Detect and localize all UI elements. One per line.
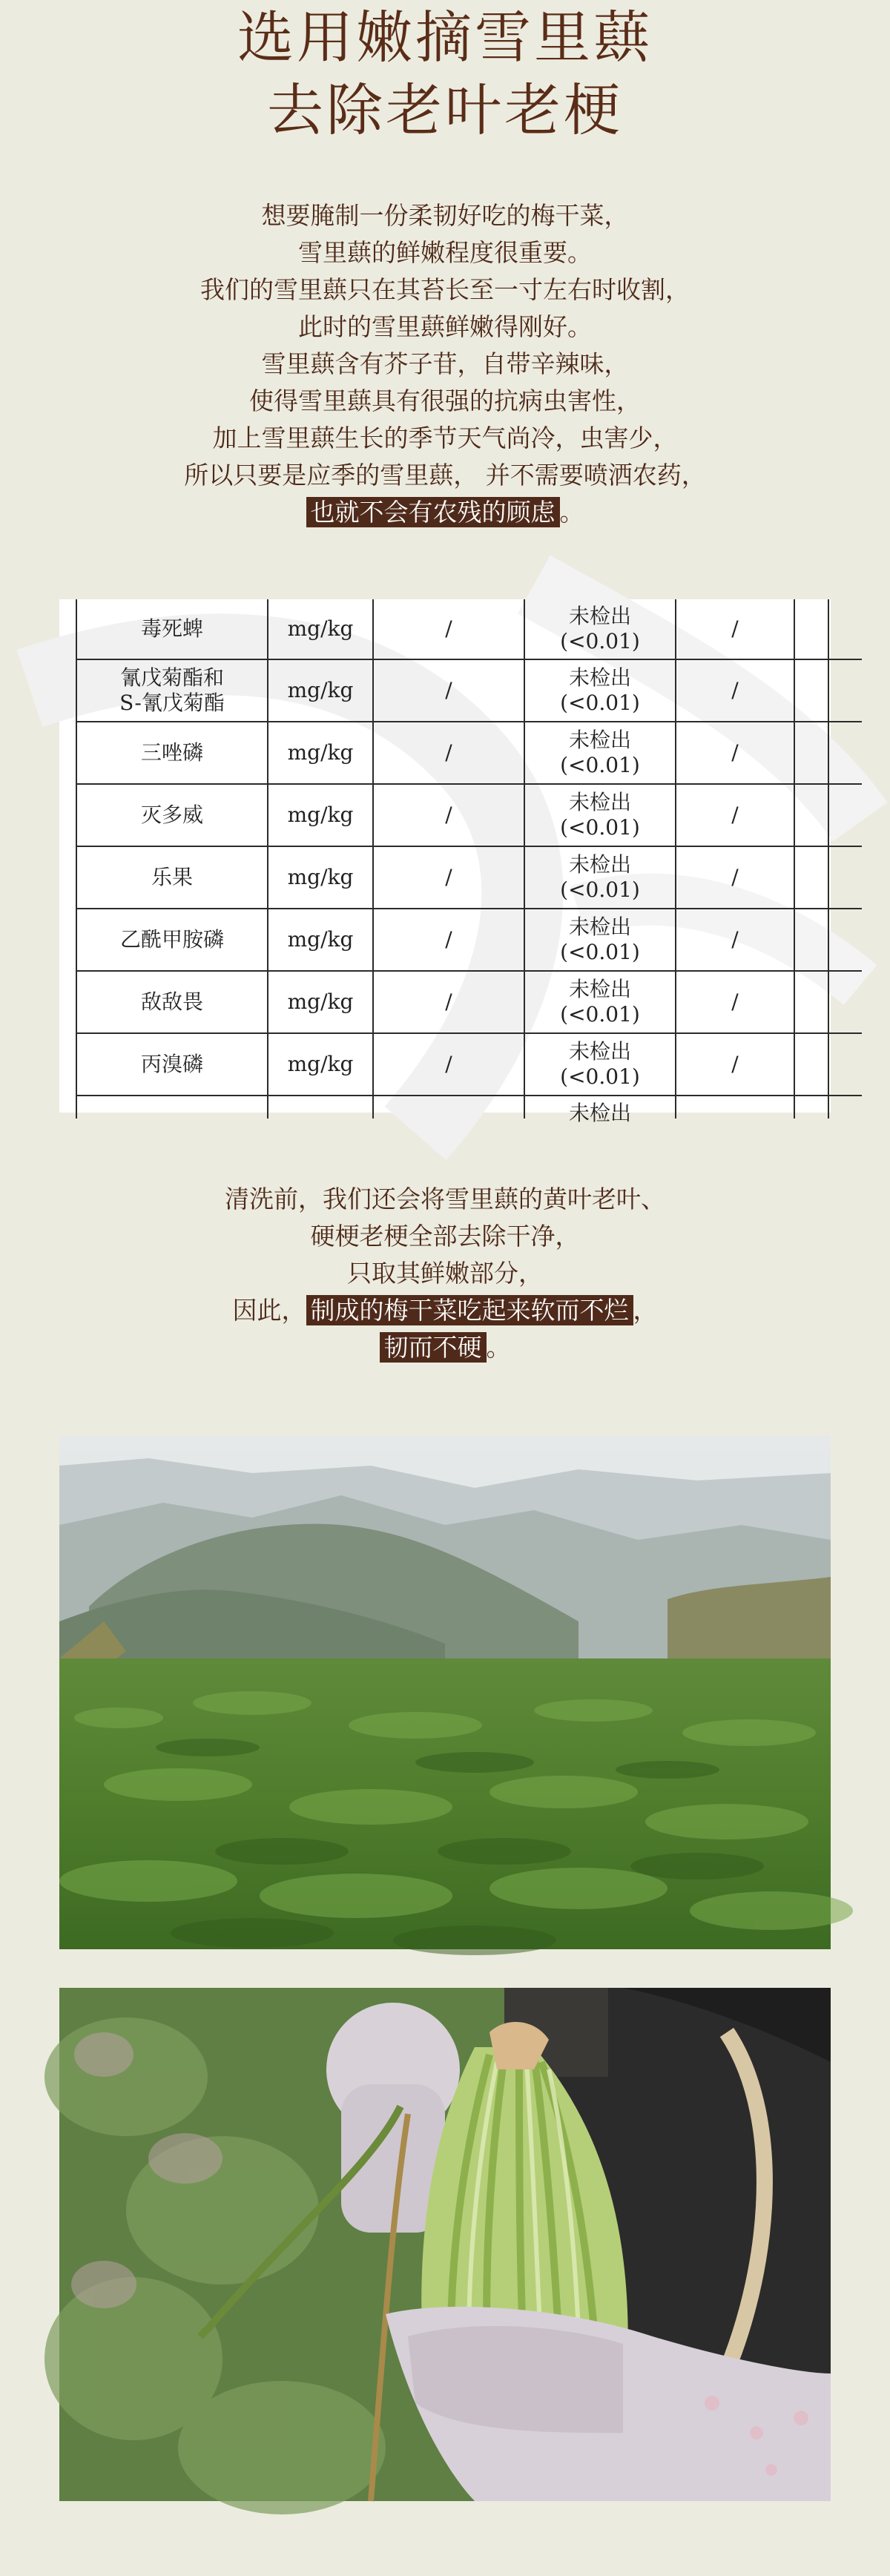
intro-line: 所以只要是应季的雪里蕻， 并不需要喷洒农药， [184, 461, 706, 490]
result-limit: (<0.01) [560, 940, 640, 964]
intro-paragraph [0, 197, 890, 531]
table-row [76, 660, 862, 722]
result-limit: (<0.01) [560, 877, 640, 902]
verdict-cell: / [676, 785, 795, 846]
table-row [76, 599, 862, 660]
analyte-cell: 乐果 [76, 847, 268, 908]
extra-cell [795, 909, 829, 970]
table-row [76, 1034, 862, 1096]
verdict-cell: / [676, 972, 795, 1032]
analyte-cell [76, 1096, 268, 1119]
result-limit: (<0.01) [560, 691, 640, 715]
result-cell [525, 599, 676, 659]
intro-highlight-tail: 。 [559, 498, 584, 527]
washing-tail-1: ， [633, 1296, 658, 1325]
analyte-cell: 三唑磷 [76, 722, 268, 783]
analyte-cell [76, 660, 268, 721]
extra-cell [795, 599, 829, 659]
intro-line: 想要腌制一份柔韧好吃的梅干菜， [261, 201, 629, 230]
result-limit: (<0.01) [560, 753, 640, 777]
intro-highlight: 也就不会有农残的顾虑 [306, 497, 560, 527]
result-cell [525, 1034, 676, 1095]
standard-cell: / [374, 785, 525, 846]
washing-paragraph [0, 1181, 890, 1366]
result-text: 未检出 [568, 977, 631, 1001]
mustard-field-image [59, 1436, 831, 1949]
intro-line: 此时的雪里蕻鲜嫩得刚好。 [298, 312, 592, 341]
pesticide-test-table [59, 599, 831, 1125]
result-limit: (<0.01) [560, 815, 640, 840]
intro-line: 雪里蕻含有芥子苷，自带辛辣味， [261, 349, 629, 378]
title-line-2: 去除老叶老梗 [267, 77, 623, 143]
analyte-cell: 毒死蜱 [76, 599, 268, 659]
table-row [76, 909, 862, 972]
analyte-cell: 灭多威 [76, 785, 268, 846]
extra-cell [795, 785, 829, 846]
result-text: 未检出 [568, 604, 631, 628]
extra-cell [795, 1096, 829, 1119]
washing-line: 只取其鲜嫩部分， [347, 1259, 543, 1288]
analyte-cell: 敌敌畏 [76, 972, 268, 1032]
analyte-name: 氰戊菊酯和 [119, 665, 224, 690]
unit-cell: mg/kg [268, 972, 374, 1032]
extra-cell [795, 660, 829, 721]
result-text: 未检出 [568, 852, 631, 877]
table-row [76, 972, 862, 1034]
result-cell [525, 972, 676, 1032]
table-row [76, 847, 862, 909]
analyte-cell: 丙溴磷 [76, 1034, 268, 1095]
standard-cell: / [374, 1034, 525, 1095]
verdict-cell: / [676, 847, 795, 908]
extra-cell [795, 1034, 829, 1095]
verdict-cell: / [676, 722, 795, 783]
result-cell: 未检出 [525, 1096, 676, 1119]
unit-cell: mg/kg [268, 785, 374, 846]
analyte-cell: 乙酰甲胺磷 [76, 909, 268, 970]
extra-cell [795, 722, 829, 783]
standard-cell: / [374, 847, 525, 908]
result-limit: (<0.01) [560, 629, 640, 653]
unit-cell: mg/kg [268, 847, 374, 908]
table-grid [76, 599, 862, 1125]
result-cell [525, 909, 676, 970]
result-text: 未检出 [568, 790, 631, 814]
unit-cell: mg/kg [268, 599, 374, 659]
result-cell [525, 660, 676, 721]
washing-line-5 [0, 1329, 890, 1366]
verdict-cell: / [676, 1034, 795, 1095]
harvested-greens-image [59, 1988, 831, 2501]
field-photo [59, 1436, 831, 1949]
washing-prefix: 因此， [232, 1296, 306, 1325]
page-title [0, 1, 890, 147]
result-text: 未检出 [568, 915, 631, 939]
unit-cell: mg/kg [268, 660, 374, 721]
verdict-cell: / [676, 660, 795, 721]
intro-highlight-line [0, 494, 890, 531]
intro-line: 加上雪里蕻生长的季节天气尚冷，虫害少， [212, 424, 678, 452]
result-limit: (<0.01) [560, 1064, 640, 1089]
unit-cell: mg/kg [268, 1034, 374, 1095]
harvest-photo [59, 1988, 831, 2501]
standard-cell: / [374, 660, 525, 721]
result-limit: (<0.01) [560, 1002, 640, 1027]
result-cell [525, 722, 676, 783]
washing-highlight-2: 韧而不硬 [380, 1332, 487, 1363]
washing-line-4 [0, 1292, 890, 1329]
verdict-cell: / [676, 909, 795, 970]
result-text: 未检出 [568, 728, 631, 752]
table-row [76, 722, 862, 785]
unit-cell: mg/kg [268, 722, 374, 783]
verdict-cell: / [676, 599, 795, 659]
washing-line: 清洗前，我们还会将雪里蕻的黄叶老叶、 [225, 1185, 665, 1213]
unit-cell [268, 1096, 374, 1119]
standard-cell: / [374, 722, 525, 783]
extra-cell [795, 847, 829, 908]
table-row-partial [76, 1096, 862, 1125]
result-cell [525, 847, 676, 908]
standard-cell: / [374, 909, 525, 970]
extra-cell [795, 972, 829, 1032]
result-text: 未检出 [568, 665, 631, 690]
standard-cell: / [374, 972, 525, 1032]
standard-cell [374, 1096, 525, 1119]
verdict-cell [676, 1096, 795, 1119]
intro-line: 我们的雪里蕻只在其苔长至一寸左右时收割， [200, 275, 690, 304]
result-cell [525, 785, 676, 846]
analyte-name-2: S-氰戊菊酯 [119, 691, 225, 715]
washing-tail-2: 。 [486, 1333, 511, 1362]
title-line-1: 选用嫩摘雪里蕻 [237, 4, 653, 70]
intro-line: 雪里蕻的鲜嫩程度很重要。 [298, 238, 592, 267]
unit-cell: mg/kg [268, 909, 374, 970]
result-text: 未检出 [568, 1039, 631, 1064]
washing-highlight-1: 制成的梅干菜吃起来软而不烂 [306, 1295, 633, 1325]
washing-line: 硬梗老梗全部去除干净， [310, 1222, 580, 1251]
standard-cell: / [374, 599, 525, 659]
table-row [76, 785, 862, 847]
intro-line: 使得雪里蕻具有很强的抗病虫害性， [249, 386, 641, 415]
